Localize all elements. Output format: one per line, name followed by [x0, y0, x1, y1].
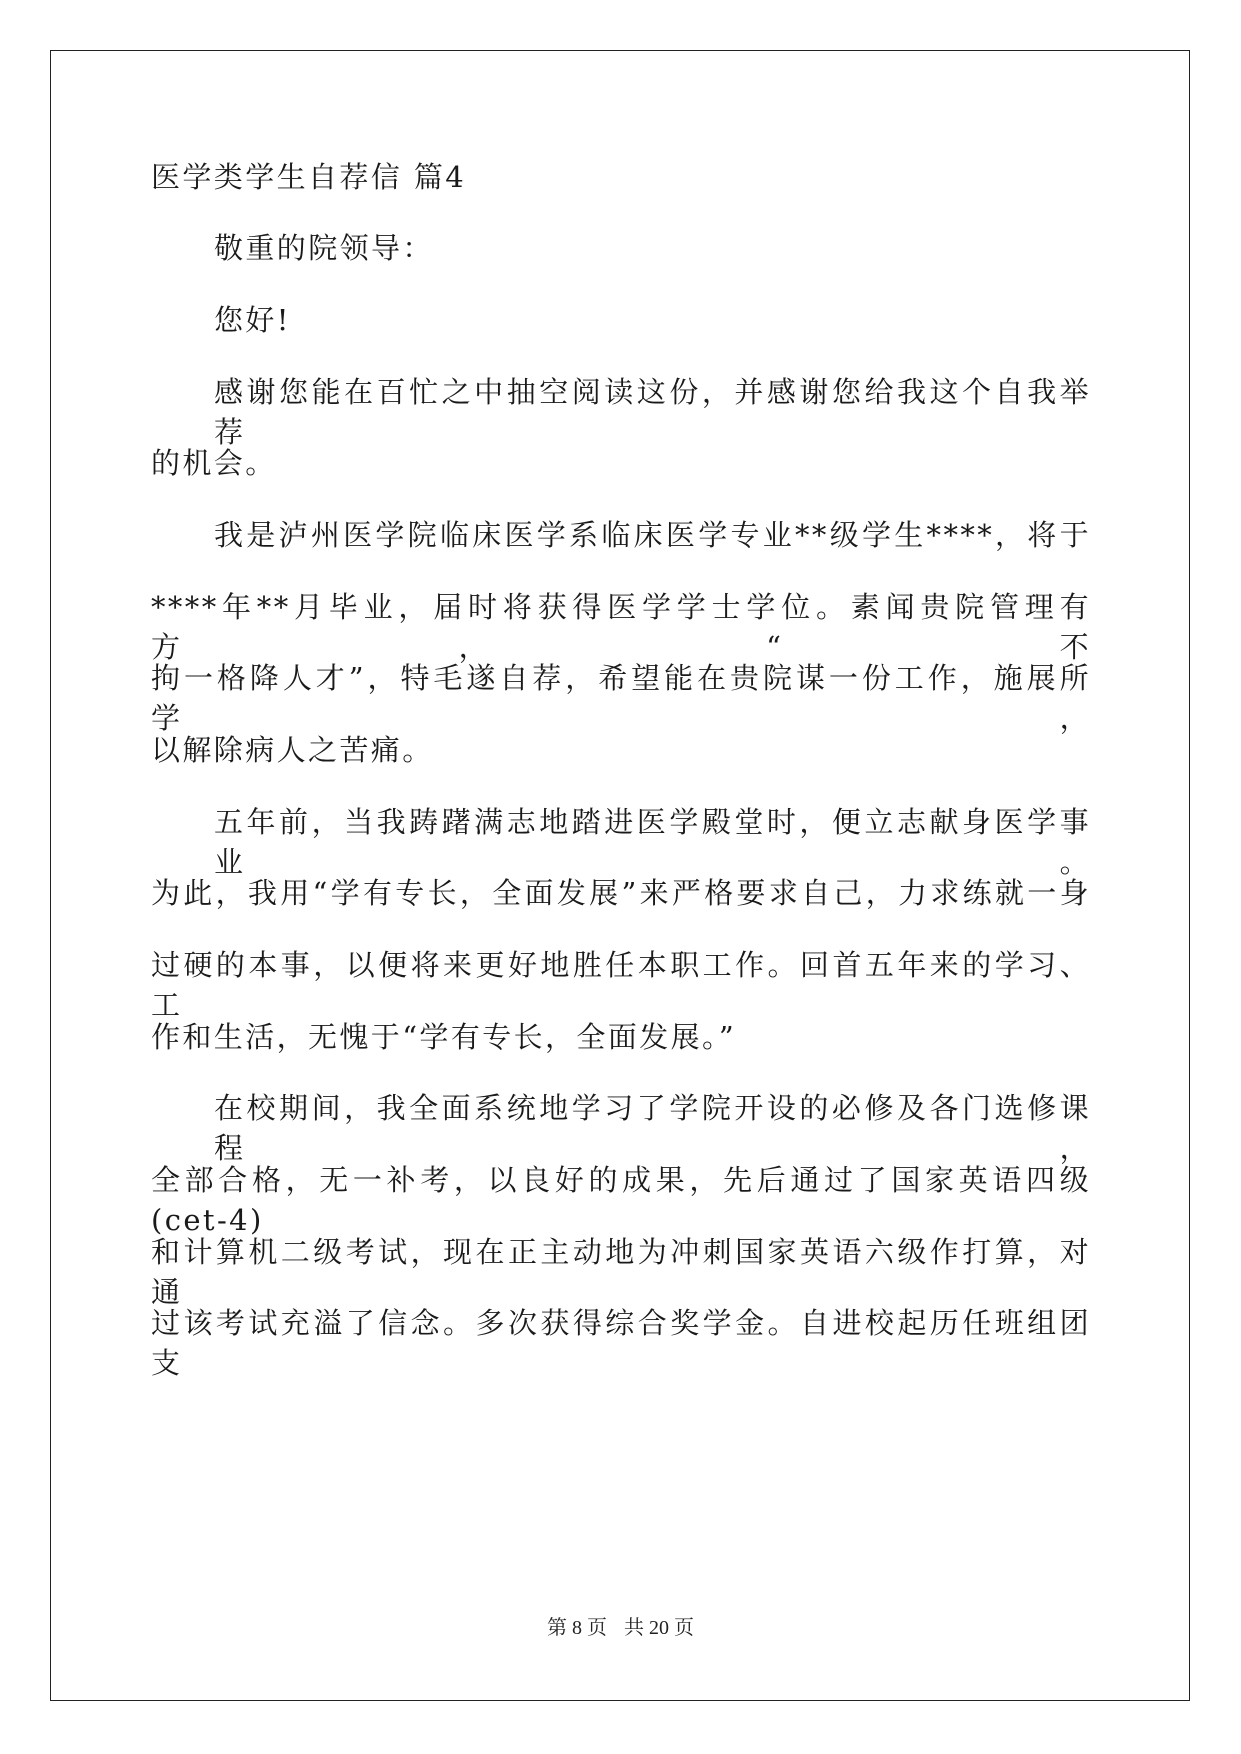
paragraph-line: 的机会。	[151, 446, 277, 480]
paragraph-line: 拘一格降人才”，特毛遂自荐，希望能在贵院谋一份工作，施展所学，	[151, 661, 1091, 735]
paragraph-line: 在校期间，我全面系统地学习了学院开设的必修及各门选修课程，	[214, 1091, 1091, 1165]
page-number: 第 8 页	[547, 1617, 607, 1639]
paragraph-line: 作和生活，无愧于“学有专长，全面发展。”	[151, 1020, 737, 1054]
paragraph-line: 以解除病人之苦痛。	[151, 733, 434, 767]
paragraph-line: 感谢您能在百忙之中抽空阅读这份，并感谢您给我这个自我举荐	[214, 375, 1091, 449]
page-footer	[0, 1614, 1241, 1642]
document-title: 医学类学生自荐信 篇4	[151, 160, 467, 194]
salutation: 敬重的院领导：	[214, 231, 434, 265]
page-total: 共 20 页	[624, 1617, 694, 1639]
paragraph-line: 为此，我用“学有专长，全面发展”来严格要求自己，力求练就一身	[151, 876, 1091, 910]
paragraph-line: ****年**月毕业，届时将获得医学学士学位。素闻贵院管理有方，“不	[151, 590, 1091, 664]
paragraph-line: 全部合格，无一补考，以良好的成果，先后通过了国家英语四级(cet-4)	[151, 1163, 1091, 1237]
greeting: 您好!	[214, 303, 291, 337]
paragraph-line: 过该考试充溢了信念。多次获得综合奖学金。自进校起历任班组团支	[151, 1306, 1091, 1380]
paragraph-line: 五年前，当我踌躇满志地踏进医学殿堂时，便立志献身医学事业。	[214, 805, 1091, 879]
paragraph-line: 过硬的本事，以便将来更好地胜任本职工作。回首五年来的学习、工	[151, 948, 1091, 1022]
paragraph-line: 和计算机二级考试，现在正主动地为冲刺国家英语六级作打算，对通	[151, 1235, 1091, 1309]
paragraph-line: 我是泸州医学院临床医学系临床医学专业**级学生****，将于	[214, 518, 1091, 552]
